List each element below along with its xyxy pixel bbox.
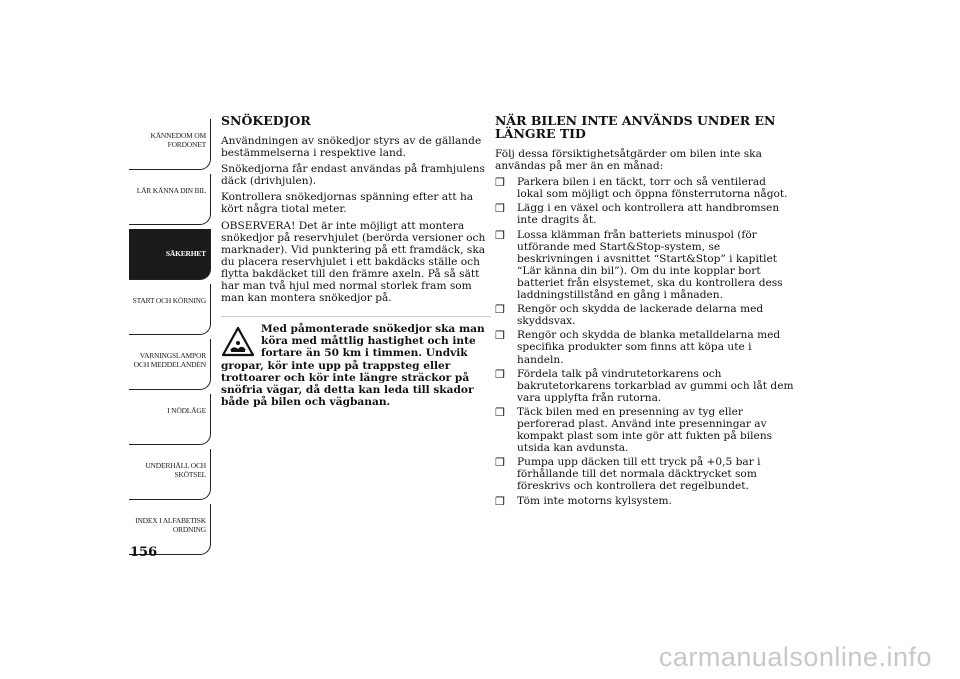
paragraph: OBSERVERA! Det är inte möjligt att montera snökedjor på reservhjulet (berörda versioner och marknader). Vid punktering på ett framdäck, ska du placera reservhjulet i ett bakdäcks ställe och flytta bakdäcket till den främre axeln. På så sätt har man två hjul med normal storlek fram som man kan montera snökedjor på. xyxy=(221,219,486,305)
list-item: ❒ Lossa klämman från batteriets minuspol (för utförande med Start&Stop-system, se beskrivningen i avsnittet “Start&Stop” i kapitlet “Lär känna din bil”). Om du inte kopplar bort batteriet från elsystemet, ska du kontrollera dess laddningstillstånd en gång i månaden. xyxy=(495,228,783,302)
sidebar-tab-label: INDEX I ALFABETISK ORDNING xyxy=(135,516,206,534)
list-item: ❒ Pumpa upp däcken till ett tryck på +0,5 bar i förhållande till det normala däcktrycket som föreskrivs och kontrollera det regelbundet. xyxy=(495,456,761,493)
warning-box xyxy=(221,323,491,408)
checkbox-bullet-icon: ❒ xyxy=(495,405,505,419)
sidebar-tab-label: LÄR KÄNNA DIN BIL xyxy=(136,186,206,195)
page-number: 156 xyxy=(130,545,158,560)
list-item: ❒ Parkera bilen i en täckt, torr och så ventilerad lokal som möjligt och öppna fönsterrutorna något. xyxy=(495,176,788,201)
sidebar-tab-kannedom[interactable] xyxy=(129,119,211,170)
section-sidebar xyxy=(129,119,211,559)
watermark: carmanualsonline.info xyxy=(658,642,932,672)
sidebar-tab-label: I NÖDLÄGE xyxy=(167,406,206,415)
right-column xyxy=(495,114,795,509)
sidebar-tab-label: SÄKERHET xyxy=(165,249,206,258)
sidebar-tab-varningslampor[interactable] xyxy=(129,339,211,390)
sidebar-tab-underhall[interactable] xyxy=(129,449,211,500)
sidebar-tab-label: KÄNNEDOM OM FORDONET xyxy=(150,131,206,149)
list-item: ❒ Rengör och skydda de lackerade delarna med skyddsvax. xyxy=(495,303,764,328)
checkbox-bullet-icon: ❒ xyxy=(495,494,505,508)
list-item: ❒ Lägg i en växel och kontrollera att handbromsen inte dragits åt. xyxy=(495,202,780,227)
checkbox-bullet-icon: ❒ xyxy=(495,228,505,242)
checkbox-bullet-icon: ❒ xyxy=(495,176,505,190)
precaution-list xyxy=(495,176,795,506)
sidebar-tab-sakerhet[interactable] xyxy=(129,229,211,280)
list-item: ❒ Täck bilen med en presenning av tyg eller perforerad plast. Använd inte presenningar av kompakt plast som inte gör att fukten på bilens utsida kan avdunsta. xyxy=(495,405,773,455)
list-item: ❒ Töm inte motorns kylsystem. xyxy=(495,494,672,508)
checkbox-bullet-icon: ❒ xyxy=(495,329,505,343)
list-item: ❒ Rengör och skydda de blanka metalldelarna med specifika produkter som finns att köpa ute i handeln. xyxy=(495,329,781,366)
divider xyxy=(221,316,491,317)
sidebar-tab-label: VARNINGSLAMPOR OCH MEDDELANDEN xyxy=(133,351,206,369)
paragraph: Kontrollera snökedjornas spänning efter att ha kört några tiotal meter. xyxy=(221,191,474,216)
checkbox-bullet-icon: ❒ xyxy=(495,303,505,317)
left-column xyxy=(221,114,491,408)
list-item: ❒ Fördela talk på vindrutetorkarens och bakrutetorkarens torkarblad av gummi och låt dem vara upplyfta från rutorna. xyxy=(495,367,794,404)
sidebar-tab-nodlage[interactable] xyxy=(129,394,211,445)
checkbox-bullet-icon: ❒ xyxy=(495,367,505,381)
sidebar-tab-label: START OCH KÖRNING xyxy=(132,296,206,305)
sidebar-tab-lar-kanna[interactable] xyxy=(129,174,211,225)
section-title-storage: NÄR BILEN INTE ANVÄNDS UNDER EN LÄNGRE TID xyxy=(495,113,776,141)
paragraph: Snökedjorna får endast användas på framhjulens däck (drivhjulen). xyxy=(221,163,485,188)
section-title-snokedjor: SNÖKEDJOR xyxy=(221,113,311,128)
sidebar-tab-start[interactable] xyxy=(129,284,211,335)
checkbox-bullet-icon: ❒ xyxy=(495,202,505,216)
warning-text: Med påmonterade snökedjor ska man köra med måttlig hastighet och inte fortare än 50 km i timmen. Undvik gropar, kör inte upp på trappsteg eller trottoarer och kör inte längre sträckor på snöfria vägar, då detta kan leda till skador både på bilen och vägbanan. xyxy=(221,323,485,408)
sidebar-tab-label: UNDERHÅLL OCH SKÖTSEL xyxy=(145,461,206,479)
paragraph: Användningen av snökedjor styrs av de gällande bestämmelserna i respektive land. xyxy=(221,135,482,160)
checkbox-bullet-icon: ❒ xyxy=(495,456,505,470)
intro-paragraph: Följ dessa försiktighetsåtgärder om bilen inte ska användas på mer än en månad: xyxy=(495,148,762,173)
warning-triangle-icon xyxy=(221,325,255,359)
